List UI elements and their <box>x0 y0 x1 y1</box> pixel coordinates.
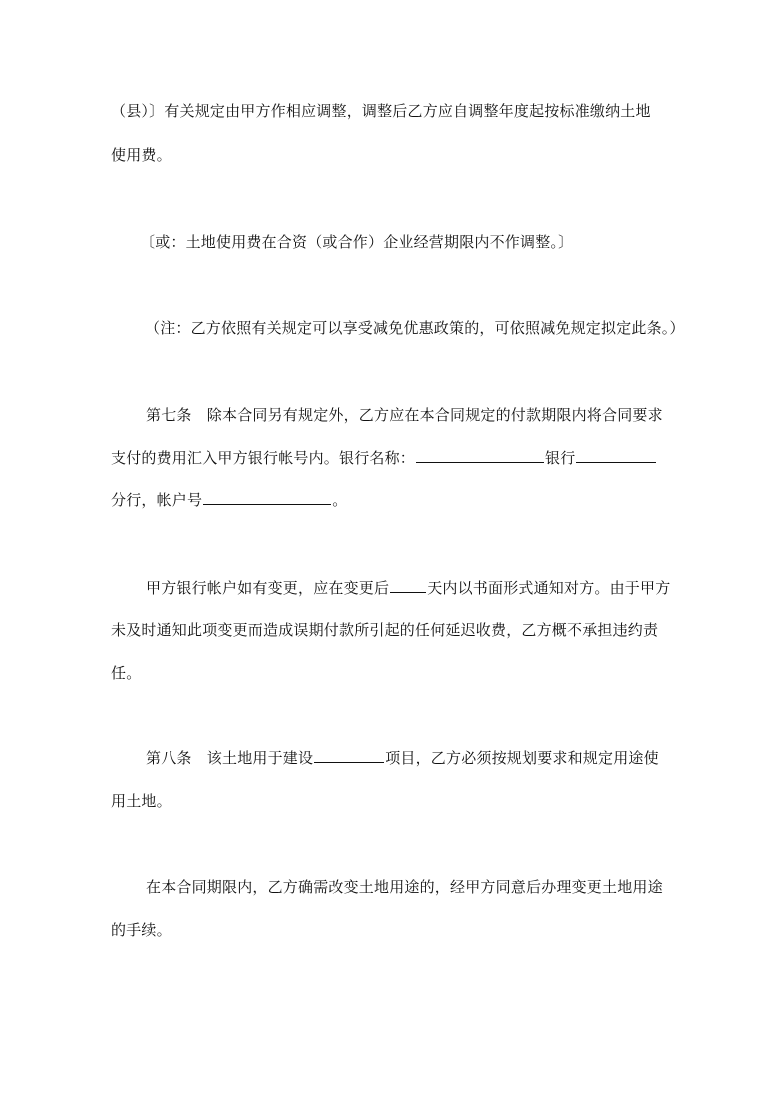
article-7-line <box>111 490 347 510</box>
bank-branch-blank <box>576 448 656 463</box>
paragraph-line: 任。 <box>111 664 142 682</box>
paragraph-line: （注：乙方依照有关规定可以享受减免优惠政策的，可依照减免规定拟定此条。） <box>145 319 685 337</box>
article-8-text: 项目，乙方必须按规划要求和规定用途使 <box>385 749 659 767</box>
paragraph-line: 在本合同期限内，乙方确需改变土地用途的，经甲方同意后办理变更土地用途 <box>146 878 663 896</box>
paragraph-line: （县）〕有关规定由甲方作相应调整，调整后乙方应自调整年度起按标准缴纳土地 <box>111 102 651 120</box>
paragraph-text: 甲方银行帐户如有变更，应在变更后 <box>146 579 390 597</box>
article-8-text: 第八条 该土地用于建设 <box>146 749 314 767</box>
paragraph-line: 的手续。 <box>111 921 172 939</box>
days-blank <box>390 578 426 593</box>
article-7-line: 第七条 除本合同另有规定外，乙方应在本合同规定的付款期限内将合同要求 <box>146 406 663 424</box>
article-8-line <box>146 748 659 768</box>
paragraph-line: 使用费。 <box>111 146 172 164</box>
paragraph-line: 〔或：土地使用费在合资（或合作）企业经营期限内不作调整。〕 <box>140 233 574 251</box>
article-7-text: 分行，帐户号 <box>111 491 203 509</box>
article-7-text: 。 <box>332 491 348 509</box>
article-7-line <box>111 448 657 468</box>
account-number-blank <box>203 490 331 505</box>
bank-name-blank <box>416 448 544 463</box>
article-8-line: 用土地。 <box>111 792 172 810</box>
project-blank <box>314 748 384 763</box>
paragraph-line <box>146 578 670 598</box>
paragraph-text: 天内以书面形式通知对方。由于甲方 <box>427 579 671 597</box>
paragraph-line: 未及时通知此项变更而造成误期付款所引起的任何延迟收费，乙方概不承担违约责 <box>111 621 659 639</box>
article-7-text: 银行 <box>545 449 576 467</box>
article-7-text: 支付的费用汇入甲方银行帐号内。银行名称： <box>111 449 416 467</box>
